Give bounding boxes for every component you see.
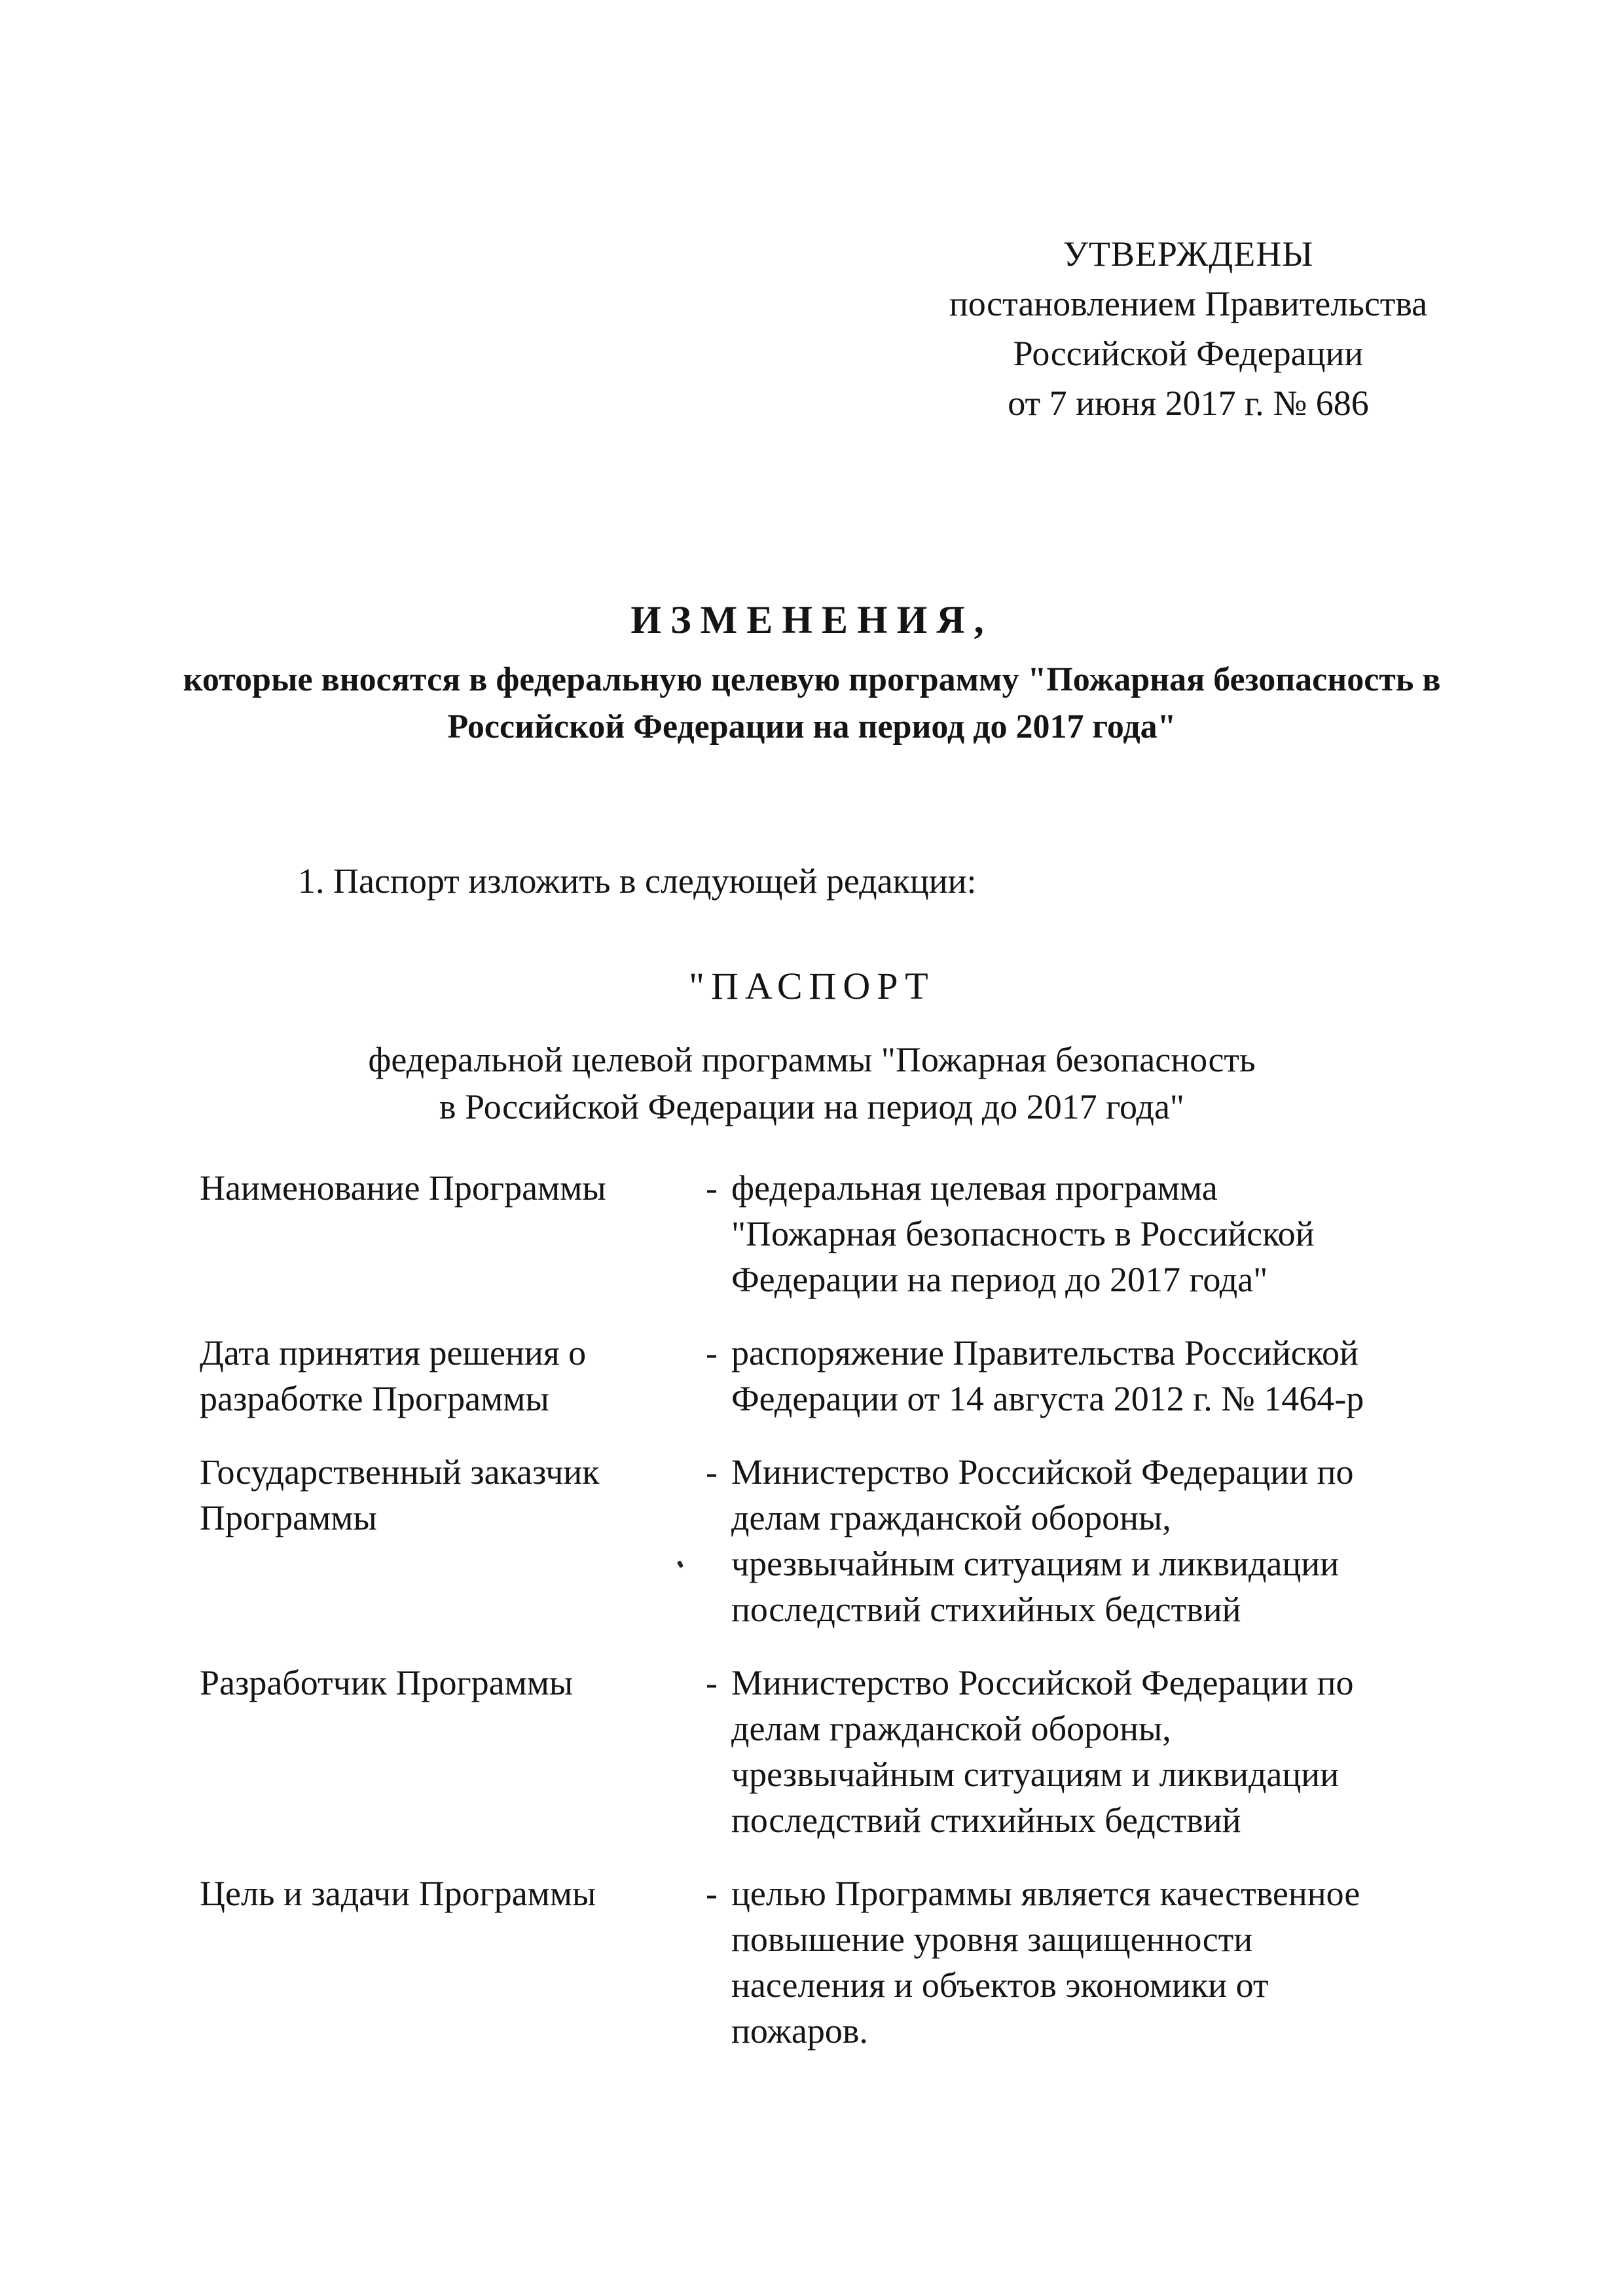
passport-row [200, 1165, 1444, 1302]
passport-row [200, 1449, 1444, 1632]
passport-title: "ПАСПОРТ [689, 965, 935, 1007]
heading-title: ИЗМЕНЕНИЯ, [630, 598, 993, 641]
passport-subtitle [157, 1036, 1467, 1130]
row-dash: - [706, 1663, 718, 1702]
row-value-line: повышение уровня защищенности [731, 1920, 1253, 1959]
approval-line-2: Российской Федерации [1013, 334, 1364, 373]
row-label-line: Разработчик Программы [200, 1663, 574, 1702]
row-value [731, 1330, 1425, 1422]
row-value-line: делам гражданской обороны, [731, 1498, 1171, 1537]
heading-subtitle: которые вносятся в федеральную целевую программу "Пожарная безопасность в Российской Федерации на период до 2017 года" [183, 661, 1441, 745]
row-dash: - [706, 1333, 718, 1372]
row-dash: - [706, 1874, 718, 1913]
row-value-line: населения и объектов экономики от [731, 1965, 1269, 2005]
approval-date-line [845, 378, 1532, 428]
approval-stamp [845, 229, 1532, 428]
row-value-line: распоряжение Правительства Российской [731, 1333, 1359, 1372]
row-value [731, 1449, 1425, 1632]
row-value-line: делам гражданской обороны, [731, 1709, 1171, 1748]
passport-subtitle-line-2: в Российской Федерации на период до 2017 года" [439, 1087, 1184, 1126]
passport-row [200, 1660, 1444, 1843]
row-label [200, 1449, 692, 1632]
row-value-line: Министерство Российской Федерации по [731, 1452, 1354, 1492]
row-value-line: Министерство Российской Федерации по [731, 1663, 1354, 1702]
row-label-line: Государственный заказчик [200, 1452, 600, 1492]
approval-number: № 686 [1273, 384, 1369, 423]
row-value-line: последствий стихийных бедствий [731, 1801, 1241, 1840]
row-value-line: Федерации на период до 2017 года" [731, 1260, 1268, 1299]
row-value-line: чрезвычайным ситуациям и ликвидации [731, 1544, 1340, 1583]
row-value [731, 1660, 1425, 1843]
row-label [200, 1330, 692, 1422]
passport-heading [157, 959, 1467, 1130]
row-value-line: целью Программы является качественное [731, 1874, 1360, 1913]
row-label-line: разработке Программы [200, 1379, 549, 1418]
row-value-line: чрезвычайным ситуациям и ликвидации [731, 1755, 1340, 1794]
document-heading [157, 592, 1467, 751]
row-label-line: Наименование Программы [200, 1168, 606, 1208]
row-value-line: последствий стихийных бедствий [731, 1590, 1241, 1629]
row-value-line: Федерации от 14 августа 2012 г. № 1464-р [731, 1379, 1364, 1418]
row-value [731, 1871, 1425, 2054]
row-label [200, 1165, 692, 1302]
row-label-line: Цель и задачи Программы [200, 1874, 596, 1913]
row-label-line: Программы [200, 1498, 377, 1537]
row-value-line: "Пожарная безопасность в Российской [731, 1214, 1315, 1253]
row-value-line: пожаров. [731, 2011, 868, 2051]
passport-row [200, 1330, 1444, 1422]
approval-date: от 7 июня 2017 г. [1008, 384, 1264, 423]
row-label [200, 1660, 692, 1843]
approval-line-1: постановлением Правительства [949, 284, 1428, 323]
item-1-text: 1. Паспорт изложить в следующей редакции: [298, 861, 977, 901]
passport-subtitle-line-1: федеральной целевой программы "Пожарная безопасность [368, 1040, 1256, 1079]
passport-row [200, 1871, 1444, 2054]
row-dash: - [706, 1452, 718, 1492]
row-value-line: федеральная целевая программа [731, 1168, 1218, 1208]
row-label-line: Дата принятия решения о [200, 1333, 587, 1372]
passport-table [200, 1165, 1444, 2081]
row-dash: - [706, 1168, 718, 1208]
row-label [200, 1871, 692, 2054]
approval-title: УТВЕРЖДЕНЫ [1063, 234, 1314, 274]
row-value [731, 1165, 1425, 1302]
